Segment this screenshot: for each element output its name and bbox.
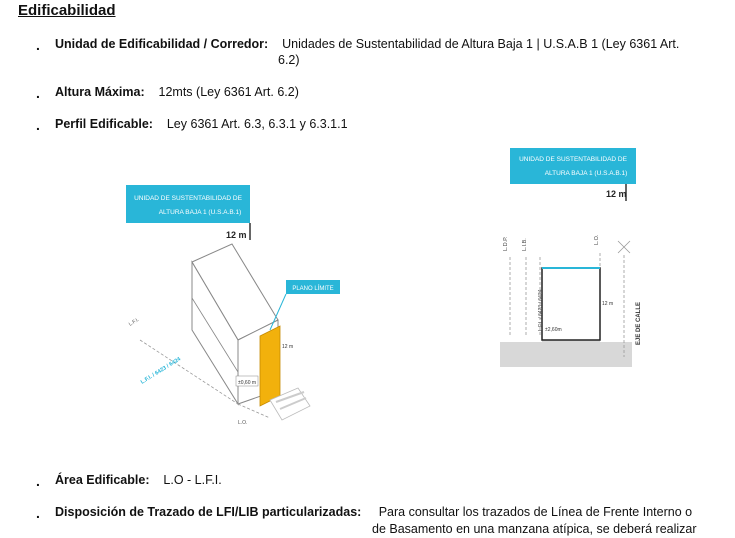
bullet: .	[36, 117, 40, 133]
banner	[126, 185, 250, 223]
lib-label: L.I.B.	[522, 238, 528, 251]
lfi-label: L.F.I. / 6423 / 6424	[538, 289, 544, 331]
item-value: 12mts (Ley 6361 Art. 6.2)	[158, 85, 299, 99]
banner-line1: UNIDAD DE SUSTENTABILIDAD DE	[519, 156, 627, 163]
banner	[510, 148, 636, 184]
item-edificabilidad-corredor	[55, 36, 679, 53]
lo-label: L.O.	[594, 234, 600, 245]
item-label: Unidad de Edificabilidad / Corredor:	[55, 37, 269, 51]
bullet: .	[36, 473, 40, 489]
height-small: 12 m	[282, 344, 294, 350]
height-label: 12 m	[606, 189, 627, 199]
item-label: Área Edificable:	[55, 473, 150, 487]
bullet: .	[36, 85, 40, 101]
item-area-edificable	[55, 472, 222, 489]
base-height: ±0,60 m	[238, 380, 257, 386]
lo-label: L.O.	[238, 420, 248, 426]
plano-limite-label: PLANO LÍMITE	[292, 286, 334, 292]
item-value: Para consultar los trazados de Línea de Frente Interno o	[378, 505, 693, 519]
base-height: ±2,60m	[545, 327, 562, 333]
figure-isometric	[120, 180, 334, 440]
section-title: Edificabilidad	[18, 2, 116, 19]
plano-limite-plane	[260, 326, 280, 406]
bullet: .	[36, 505, 40, 521]
item-label: Disposición de Trazado de LFI/LIB particularizadas:	[55, 505, 362, 519]
banner-line2: ALTURA BAJA 1 (U.S.A.B.1)	[158, 209, 242, 216]
item-disposicion-trazado	[55, 504, 735, 521]
height-small: 12 m	[602, 301, 614, 307]
eje-label: EJE DE CALLE	[636, 301, 642, 345]
item-value: L.O - L.F.I.	[163, 473, 222, 487]
banner-line1: UNIDAD DE SUSTENTABILIDAD DE	[134, 195, 242, 202]
item-value-cont: de Basamento en una manzana atípica, se deberá realizar	[372, 522, 697, 536]
item-value: Unidades de Sustentabilidad de Altura Baja 1 | U.S.A.B 1 (Ley 6361 Art.	[282, 37, 680, 51]
figure-section	[490, 145, 640, 377]
banner-line2: ALTURA BAJA 1 (U.S.A.B.1)	[544, 170, 628, 177]
item-label: Altura Máxima:	[55, 85, 145, 99]
item-value-cont: 6.2)	[278, 53, 300, 67]
height-label: 12 m	[226, 230, 247, 240]
item-perfil-edificable	[55, 116, 348, 133]
item-label: Perfil Edificable:	[55, 117, 153, 131]
lfi-short-label: L.F.I.	[127, 316, 141, 328]
ldp-label: L.D.P.	[503, 236, 509, 251]
lfi-label: L.F.I. / 6423 / 6424	[139, 356, 182, 386]
item-value: Ley 6361 Art. 6.3, 6.3.1 y 6.3.1.1	[166, 117, 348, 131]
item-altura-maxima	[55, 84, 299, 101]
bullet: .	[36, 37, 40, 53]
